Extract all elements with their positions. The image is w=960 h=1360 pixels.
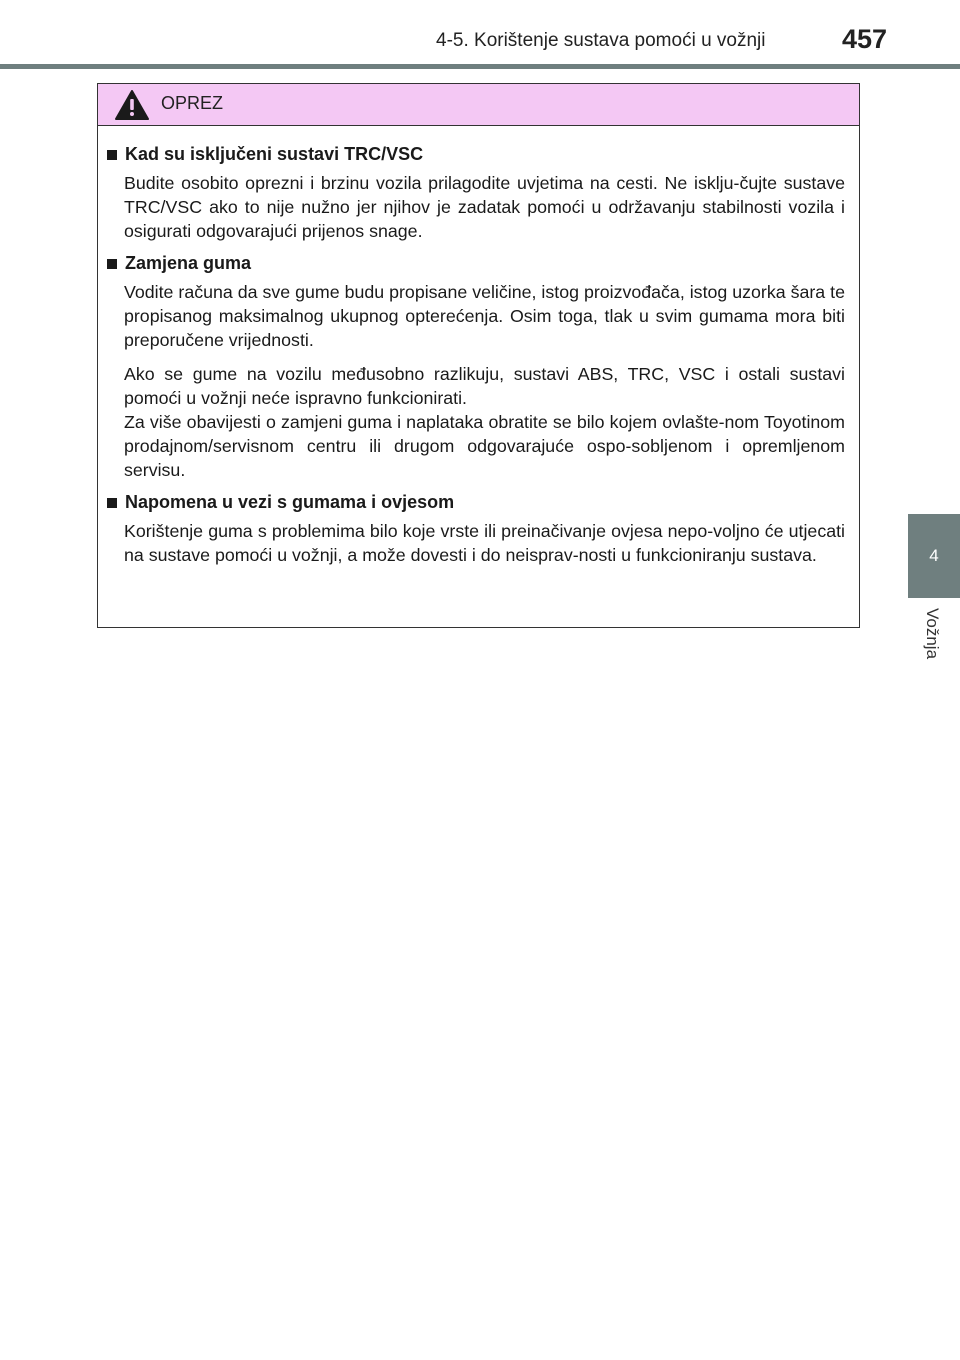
square-bullet-icon bbox=[107, 150, 117, 160]
section-heading-text: Kad su isključeni sustavi TRC/VSC bbox=[125, 144, 424, 164]
chapter-number: 4 bbox=[929, 546, 939, 565]
caution-section bbox=[107, 253, 845, 482]
caution-section bbox=[107, 144, 845, 243]
warning-triangle-icon bbox=[114, 89, 150, 121]
chapter-label: Vožnja bbox=[923, 608, 942, 660]
square-bullet-icon bbox=[107, 259, 117, 269]
section-paragraph: Vodite računa da sve gume budu propisane veličine, istog proizvođača, istog uzorka šara te propisanog maksimalnog ukupnog opterećenja. Osim toga, tlak u svim gumama mora biti preporučene vrijednosti. bbox=[124, 282, 845, 350]
chapter-tab bbox=[908, 514, 960, 598]
caution-section bbox=[107, 492, 845, 567]
section-heading bbox=[107, 492, 845, 513]
section-heading-text: Napomena u vezi s gumama i ovjesom bbox=[125, 492, 455, 512]
page-number: 457 bbox=[842, 24, 888, 54]
caution-header bbox=[98, 84, 859, 126]
section-heading-text: Zamjena guma bbox=[125, 253, 252, 273]
caution-title: OPREZ bbox=[161, 93, 224, 113]
square-bullet-icon bbox=[107, 498, 117, 508]
caution-box bbox=[97, 83, 860, 628]
section-heading bbox=[107, 253, 845, 274]
caution-body bbox=[98, 126, 859, 567]
section-paragraph: Ako se gume na vozilu međusobno razlikuju, sustavi ABS, TRC, VSC i ostali sustavi pomoći u vožnji neće ispravno funkcionirati. Za više obavijesti o zamjeni guma i naplataka obratite se bilo kojem ovlašte-nom Toyotinom prodajnom/servisnom centru ili drugom odgovarajuće ospo-sobljenom i opremljenom servisu. bbox=[124, 364, 845, 480]
section-heading bbox=[107, 144, 845, 165]
section-paragraph: Korištenje guma s problemima bilo koje vrste ili preinačivanje ovjesa nepo-voljno će utjecati na sustave pomoći u vožnji, a može dovesti i do neisprav-nosti u funkcioniranju sustava. bbox=[124, 521, 845, 565]
section-paragraph: Budite osobito oprezni i brzinu vozila prilagodite uvjetima na cesti. Ne isklju-čujte sustave TRC/VSC ako to nije nužno jer njihov je zadatak pomoći u održavanju stabilnosti vozila i osigurati odgovarajući prijenos snage. bbox=[124, 173, 845, 241]
header-divider bbox=[0, 64, 960, 69]
page-header-title: 4-5. Korištenje sustava pomoći u vožnji bbox=[436, 30, 766, 51]
